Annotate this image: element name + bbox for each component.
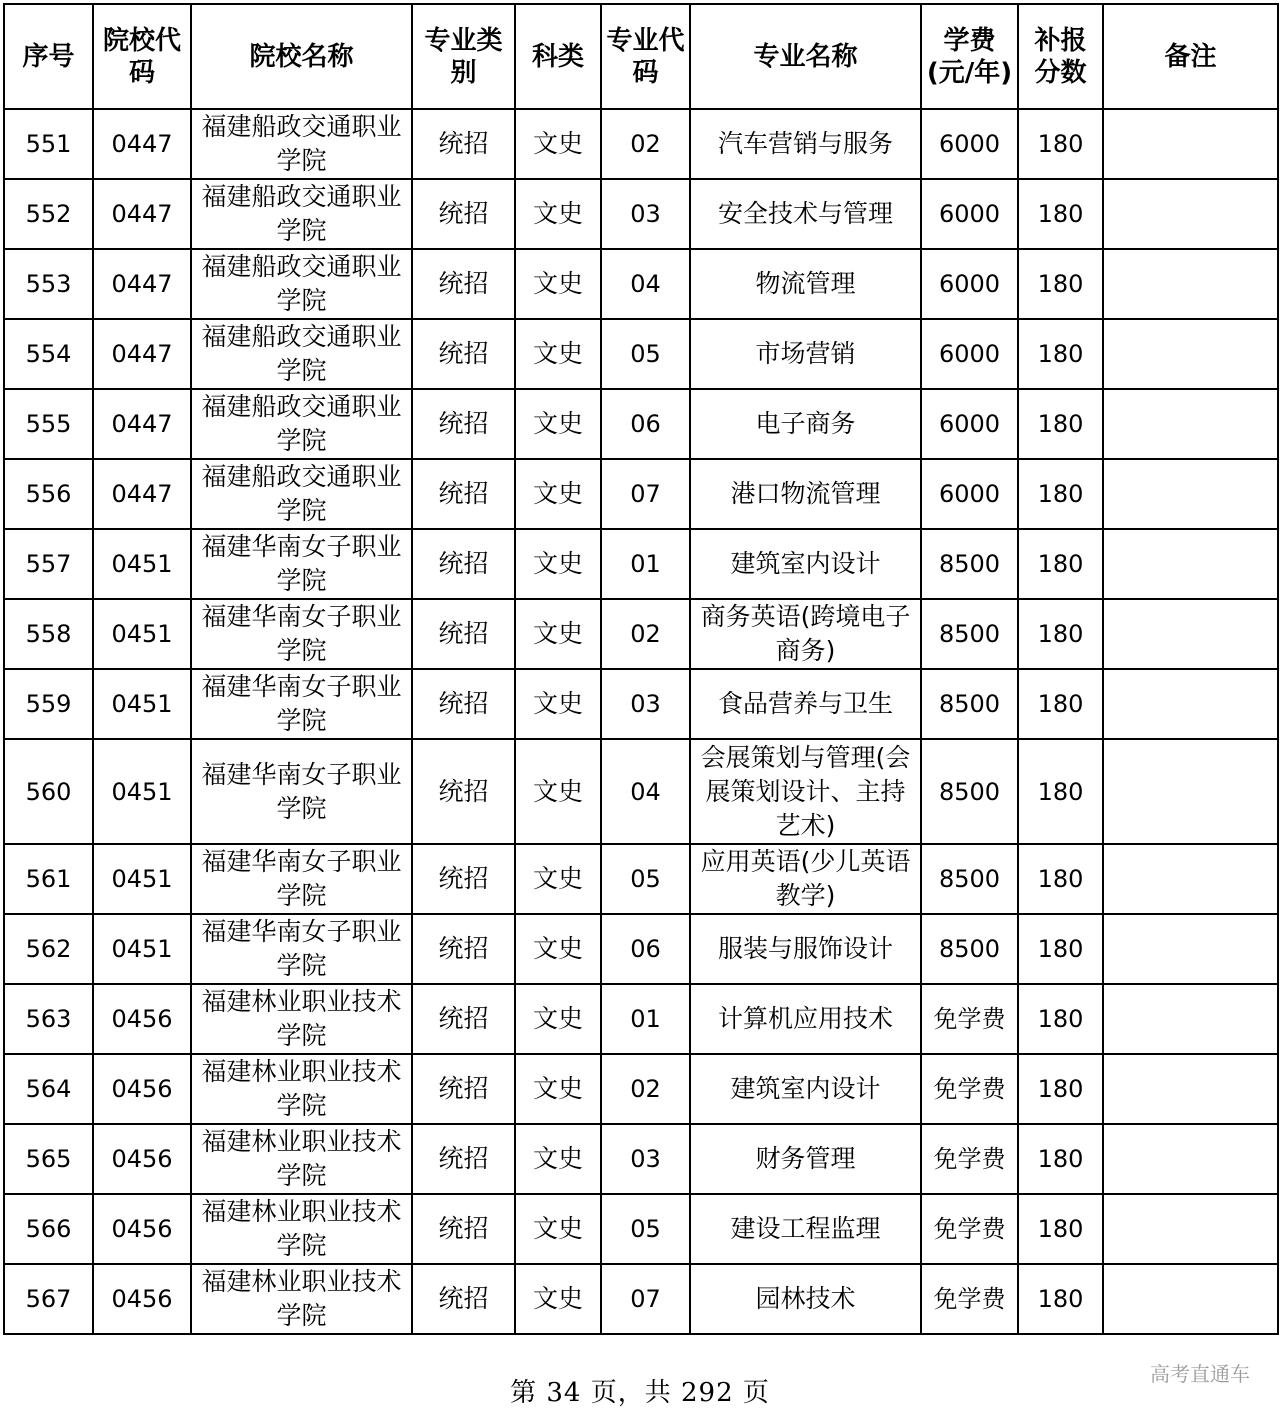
cell-subject-type: 文史 [515, 109, 601, 179]
cell-major-category: 统招 [412, 984, 515, 1054]
cell-major-name: 港口物流管理 [690, 459, 921, 529]
cell-subject-type: 文史 [515, 179, 601, 249]
cell-tuition: 8500 [921, 739, 1018, 844]
cell-subject-type: 文史 [515, 249, 601, 319]
cell-school-name: 福建船政交通职业学院 [191, 179, 412, 249]
cell-school-code: 0447 [93, 319, 191, 389]
cell-school-name: 福建船政交通职业学院 [191, 459, 412, 529]
cell-major-code: 04 [601, 249, 690, 319]
cell-major-code: 07 [601, 1264, 690, 1334]
cell-major-name: 建筑室内设计 [690, 1054, 921, 1124]
cell-major-name: 商务英语(跨境电子商务) [690, 599, 921, 669]
cell-tuition: 6000 [921, 179, 1018, 249]
cell-major-category: 统招 [412, 669, 515, 739]
table-row [4, 1264, 1278, 1334]
cell-score: 180 [1018, 1194, 1103, 1264]
header-school-name: 院校名称 [191, 4, 412, 109]
cell-tuition: 8500 [921, 529, 1018, 599]
cell-school-name: 福建林业职业技术学院 [191, 984, 412, 1054]
header-major-category: 专业类别 [412, 4, 515, 109]
cell-major-code: 06 [601, 389, 690, 459]
cell-school-code: 0451 [93, 844, 191, 914]
cell-school-name: 福建林业职业技术学院 [191, 1194, 412, 1264]
cell-major-name: 建设工程监理 [690, 1194, 921, 1264]
table-row [4, 529, 1278, 599]
cell-seq: 555 [4, 389, 93, 459]
cell-school-code: 0451 [93, 739, 191, 844]
cell-tuition: 6000 [921, 389, 1018, 459]
cell-major-name: 园林技术 [690, 1264, 921, 1334]
table-row [4, 669, 1278, 739]
cell-major-category: 统招 [412, 109, 515, 179]
cell-score: 180 [1018, 914, 1103, 984]
cell-major-code: 06 [601, 914, 690, 984]
cell-school-code: 0451 [93, 529, 191, 599]
cell-tuition: 免学费 [921, 1124, 1018, 1194]
cell-remarks [1103, 1194, 1278, 1264]
cell-score: 180 [1018, 1054, 1103, 1124]
cell-seq: 559 [4, 669, 93, 739]
cell-tuition: 6000 [921, 109, 1018, 179]
table-row [4, 844, 1278, 914]
cell-tuition: 免学费 [921, 1054, 1018, 1124]
cell-school-code: 0451 [93, 599, 191, 669]
cell-score: 180 [1018, 1264, 1103, 1334]
header-major-name: 专业名称 [690, 4, 921, 109]
cell-school-code: 0447 [93, 109, 191, 179]
cell-major-code: 05 [601, 319, 690, 389]
cell-score: 180 [1018, 1124, 1103, 1194]
cell-major-category: 统招 [412, 319, 515, 389]
cell-remarks [1103, 1124, 1278, 1194]
cell-school-name: 福建华南女子职业学院 [191, 529, 412, 599]
cell-seq: 554 [4, 319, 93, 389]
header-seq: 序号 [4, 4, 93, 109]
cell-school-name: 福建华南女子职业学院 [191, 914, 412, 984]
cell-remarks [1103, 984, 1278, 1054]
cell-major-category: 统招 [412, 1124, 515, 1194]
cell-score: 180 [1018, 459, 1103, 529]
cell-school-code: 0451 [93, 669, 191, 739]
cell-major-name: 会展策划与管理(会展策划设计、主持艺术) [690, 739, 921, 844]
cell-subject-type: 文史 [515, 844, 601, 914]
cell-school-name: 福建华南女子职业学院 [191, 844, 412, 914]
cell-school-name: 福建华南女子职业学院 [191, 669, 412, 739]
cell-subject-type: 文史 [515, 599, 601, 669]
table-row [4, 109, 1278, 179]
cell-subject-type: 文史 [515, 1054, 601, 1124]
header-tuition: 学费(元/年) [921, 4, 1018, 109]
cell-seq: 551 [4, 109, 93, 179]
cell-major-code: 03 [601, 669, 690, 739]
cell-tuition: 8500 [921, 914, 1018, 984]
cell-score: 180 [1018, 529, 1103, 599]
cell-seq: 553 [4, 249, 93, 319]
cell-major-category: 统招 [412, 844, 515, 914]
cell-school-code: 0456 [93, 1124, 191, 1194]
cell-seq: 563 [4, 984, 93, 1054]
cell-major-category: 统招 [412, 1194, 515, 1264]
cell-seq: 557 [4, 529, 93, 599]
cell-major-code: 05 [601, 1194, 690, 1264]
cell-subject-type: 文史 [515, 459, 601, 529]
cell-tuition: 6000 [921, 319, 1018, 389]
cell-school-name: 福建华南女子职业学院 [191, 739, 412, 844]
admission-table [3, 3, 1279, 1335]
cell-seq: 562 [4, 914, 93, 984]
cell-subject-type: 文史 [515, 1124, 601, 1194]
cell-remarks [1103, 109, 1278, 179]
table-row [4, 179, 1278, 249]
watermark: 高考直通车 [1150, 1362, 1250, 1386]
cell-remarks [1103, 844, 1278, 914]
cell-major-code: 01 [601, 984, 690, 1054]
table-row [4, 319, 1278, 389]
cell-subject-type: 文史 [515, 1194, 601, 1264]
cell-major-name: 安全技术与管理 [690, 179, 921, 249]
cell-major-name: 汽车营销与服务 [690, 109, 921, 179]
cell-seq: 552 [4, 179, 93, 249]
cell-school-code: 0451 [93, 914, 191, 984]
cell-major-name: 服装与服饰设计 [690, 914, 921, 984]
cell-major-code: 02 [601, 109, 690, 179]
cell-major-name: 应用英语(少儿英语教学) [690, 844, 921, 914]
cell-school-name: 福建船政交通职业学院 [191, 249, 412, 319]
cell-major-code: 03 [601, 1124, 690, 1194]
cell-score: 180 [1018, 599, 1103, 669]
cell-remarks [1103, 669, 1278, 739]
cell-tuition: 8500 [921, 599, 1018, 669]
cell-school-code: 0456 [93, 1264, 191, 1334]
cell-major-code: 07 [601, 459, 690, 529]
cell-subject-type: 文史 [515, 669, 601, 739]
table-row [4, 1054, 1278, 1124]
cell-seq: 565 [4, 1124, 93, 1194]
header-major-code: 专业代码 [601, 4, 690, 109]
cell-remarks [1103, 249, 1278, 319]
page-footer: 第 34 页，共 292 页 [510, 1378, 770, 1408]
cell-major-category: 统招 [412, 739, 515, 844]
cell-seq: 566 [4, 1194, 93, 1264]
cell-remarks [1103, 389, 1278, 459]
cell-tuition: 免学费 [921, 984, 1018, 1054]
cell-score: 180 [1018, 739, 1103, 844]
cell-major-category: 统招 [412, 389, 515, 459]
cell-school-code: 0456 [93, 1054, 191, 1124]
table-row [4, 984, 1278, 1054]
cell-major-category: 统招 [412, 249, 515, 319]
cell-remarks [1103, 319, 1278, 389]
cell-remarks [1103, 179, 1278, 249]
cell-major-category: 统招 [412, 1264, 515, 1334]
header-remarks: 备注 [1103, 4, 1278, 109]
cell-remarks [1103, 459, 1278, 529]
cell-school-name: 福建华南女子职业学院 [191, 599, 412, 669]
cell-score: 180 [1018, 179, 1103, 249]
cell-remarks [1103, 739, 1278, 844]
cell-subject-type: 文史 [515, 529, 601, 599]
cell-remarks [1103, 1264, 1278, 1334]
cell-seq: 561 [4, 844, 93, 914]
cell-major-name: 电子商务 [690, 389, 921, 459]
cell-school-name: 福建林业职业技术学院 [191, 1124, 412, 1194]
table-row [4, 249, 1278, 319]
cell-tuition: 免学费 [921, 1264, 1018, 1334]
cell-school-code: 0456 [93, 1194, 191, 1264]
cell-school-name: 福建船政交通职业学院 [191, 109, 412, 179]
cell-tuition: 6000 [921, 249, 1018, 319]
cell-seq: 558 [4, 599, 93, 669]
cell-subject-type: 文史 [515, 739, 601, 844]
header-subject-type: 科类 [515, 4, 601, 109]
cell-subject-type: 文史 [515, 984, 601, 1054]
cell-score: 180 [1018, 109, 1103, 179]
cell-major-category: 统招 [412, 529, 515, 599]
cell-major-category: 统招 [412, 179, 515, 249]
table-row [4, 739, 1278, 844]
cell-subject-type: 文史 [515, 389, 601, 459]
cell-major-code: 05 [601, 844, 690, 914]
table-row [4, 1194, 1278, 1264]
cell-school-name: 福建船政交通职业学院 [191, 389, 412, 459]
cell-major-name: 财务管理 [690, 1124, 921, 1194]
cell-school-code: 0447 [93, 389, 191, 459]
cell-score: 180 [1018, 319, 1103, 389]
header-score: 补报分数 [1018, 4, 1103, 109]
cell-seq: 556 [4, 459, 93, 529]
cell-major-code: 02 [601, 1054, 690, 1124]
cell-score: 180 [1018, 389, 1103, 459]
cell-major-code: 02 [601, 599, 690, 669]
cell-score: 180 [1018, 249, 1103, 319]
cell-major-code: 01 [601, 529, 690, 599]
cell-remarks [1103, 1054, 1278, 1124]
cell-remarks [1103, 599, 1278, 669]
cell-school-code: 0447 [93, 179, 191, 249]
cell-school-code: 0447 [93, 249, 191, 319]
cell-major-code: 03 [601, 179, 690, 249]
cell-major-category: 统招 [412, 459, 515, 529]
cell-remarks [1103, 529, 1278, 599]
cell-subject-type: 文史 [515, 914, 601, 984]
table-row [4, 1124, 1278, 1194]
table-row [4, 914, 1278, 984]
cell-score: 180 [1018, 844, 1103, 914]
header-row [4, 4, 1278, 109]
cell-score: 180 [1018, 984, 1103, 1054]
table-row [4, 389, 1278, 459]
cell-major-category: 统招 [412, 914, 515, 984]
cell-tuition: 6000 [921, 459, 1018, 529]
cell-major-name: 建筑室内设计 [690, 529, 921, 599]
cell-major-name: 计算机应用技术 [690, 984, 921, 1054]
cell-tuition: 8500 [921, 844, 1018, 914]
header-school-code: 院校代码 [93, 4, 191, 109]
cell-school-code: 0447 [93, 459, 191, 529]
table-row [4, 599, 1278, 669]
cell-major-category: 统招 [412, 599, 515, 669]
cell-school-code: 0456 [93, 984, 191, 1054]
cell-major-code: 04 [601, 739, 690, 844]
cell-major-category: 统招 [412, 1054, 515, 1124]
cell-remarks [1103, 914, 1278, 984]
cell-school-name: 福建林业职业技术学院 [191, 1264, 412, 1334]
cell-subject-type: 文史 [515, 319, 601, 389]
cell-major-name: 市场营销 [690, 319, 921, 389]
cell-school-name: 福建船政交通职业学院 [191, 319, 412, 389]
cell-seq: 564 [4, 1054, 93, 1124]
cell-school-name: 福建林业职业技术学院 [191, 1054, 412, 1124]
cell-seq: 567 [4, 1264, 93, 1334]
cell-seq: 560 [4, 739, 93, 844]
cell-tuition: 8500 [921, 669, 1018, 739]
cell-major-name: 食品营养与卫生 [690, 669, 921, 739]
table-row [4, 459, 1278, 529]
cell-subject-type: 文史 [515, 1264, 601, 1334]
cell-tuition: 免学费 [921, 1194, 1018, 1264]
cell-major-name: 物流管理 [690, 249, 921, 319]
cell-score: 180 [1018, 669, 1103, 739]
